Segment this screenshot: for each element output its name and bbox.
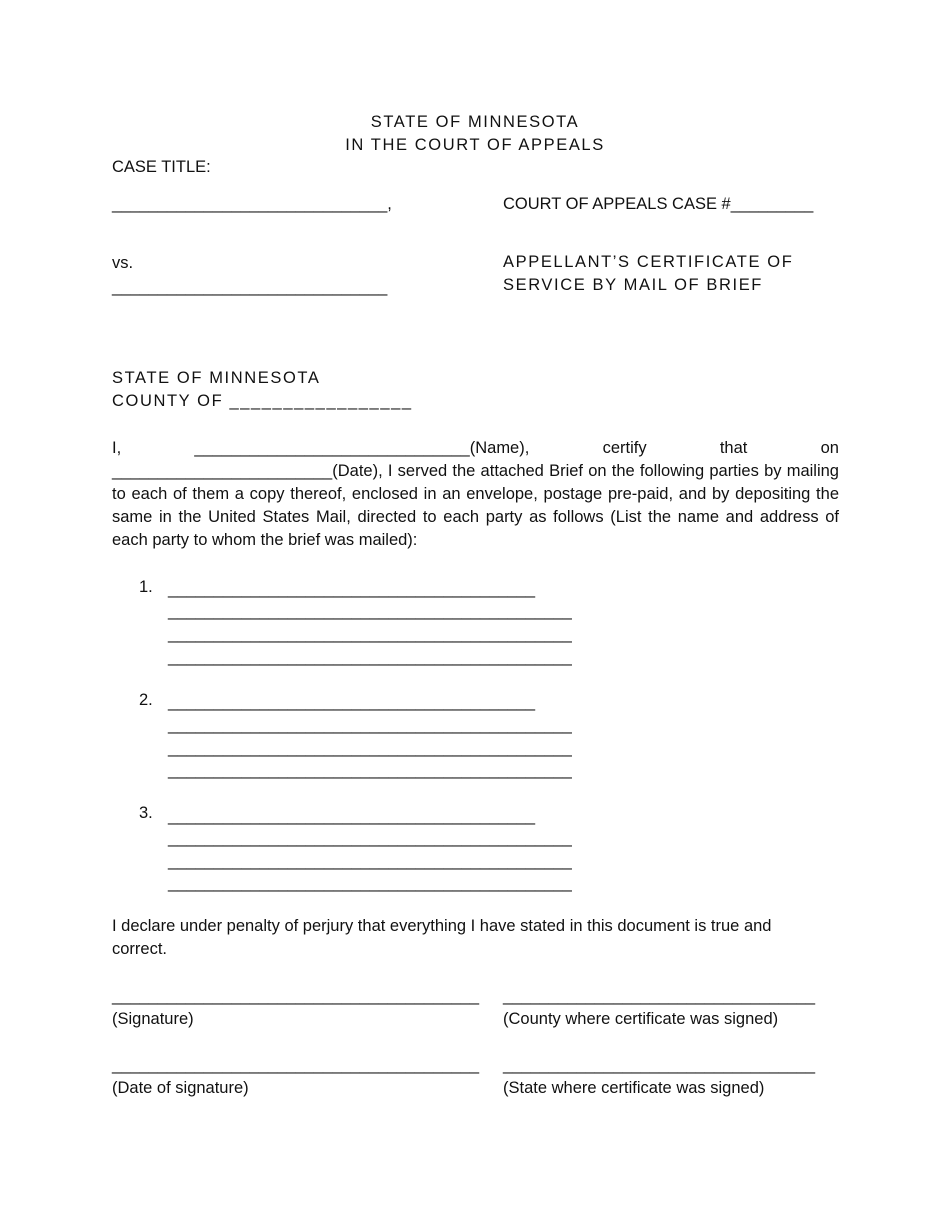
party-address-line[interactable]: ________________________________________ <box>168 693 536 711</box>
party-address-line[interactable]: ____________________________________________ <box>168 716 572 734</box>
certification-paragraph: I, ______________________________(Name), certify that on ________________________(Date), I served the attached Brief on the following parties by mailing to each of them a copy thereof, enclosed in an envelope, postage pre-paid, and by depositing the same in the United States Mail, directed to each party as follows (List the name and address of each party to whom the brief was mailed): <box>112 439 839 549</box>
county-signed-blank[interactable]: __________________________________ <box>503 987 816 1005</box>
party-number: 2. <box>139 691 153 709</box>
case-number-label[interactable]: COURT OF APPEALS CASE #_________ <box>503 195 814 213</box>
party-address-line[interactable]: ________________________________________ <box>168 807 536 825</box>
party2-blank[interactable]: ______________________________ <box>112 278 388 296</box>
state-signed-label: (State where certificate was signed) <box>503 1079 765 1097</box>
venue-state: STATE OF MINNESOTA <box>112 369 321 387</box>
document-title-line2: SERVICE BY MAIL OF BRIEF <box>503 276 763 294</box>
perjury-declaration: I declare under penalty of perjury that everything I have stated in this document is true and correct. <box>112 917 772 958</box>
document-title-line1: APPELLANT’S CERTIFICATE OF <box>503 253 794 271</box>
signature-blank[interactable]: ________________________________________ <box>112 987 480 1005</box>
signature-date-label: (Date of signature) <box>112 1079 249 1097</box>
party-address-line[interactable]: ____________________________________________ <box>168 874 572 892</box>
signature-label: (Signature) <box>112 1010 194 1028</box>
party-address-line[interactable]: ____________________________________________ <box>168 648 572 666</box>
party-address-line[interactable]: ________________________________________ <box>168 580 536 598</box>
party-address-line[interactable]: ____________________________________________ <box>168 602 572 620</box>
header-state: STATE OF MINNESOTA <box>370 113 580 131</box>
header-court: IN THE COURT OF APPEALS <box>345 136 605 154</box>
party-address-line[interactable]: ____________________________________________ <box>168 625 572 643</box>
party-address-line[interactable]: ____________________________________________ <box>168 739 572 757</box>
party-number: 3. <box>139 804 153 822</box>
party-number: 1. <box>139 578 153 596</box>
party-address-line[interactable]: ____________________________________________ <box>168 852 572 870</box>
signature-date-blank[interactable]: ________________________________________ <box>112 1056 480 1074</box>
county-signed-label: (County where certificate was signed) <box>503 1010 779 1028</box>
party-address-line[interactable]: ____________________________________________ <box>168 829 572 847</box>
party1-blank[interactable]: ______________________________, <box>112 195 392 213</box>
vs-label: vs. <box>112 254 134 272</box>
case-title-label: CASE TITLE: <box>112 158 211 176</box>
party-address-line[interactable]: ____________________________________________ <box>168 761 572 779</box>
venue-county[interactable]: COUNTY OF _________________ <box>112 392 413 410</box>
state-signed-blank[interactable]: __________________________________ <box>503 1056 816 1074</box>
